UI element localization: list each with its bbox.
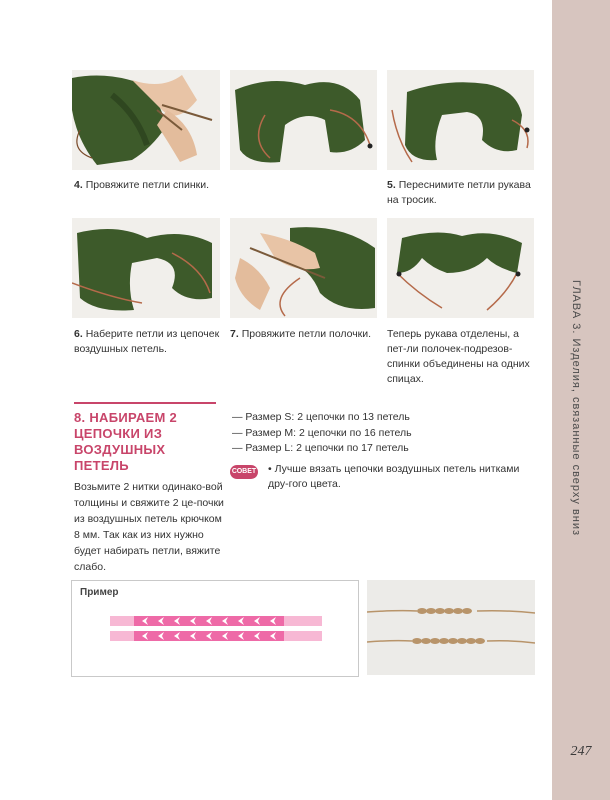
section-body: Возьмите 2 нитки одинако-вой толщины и свяжите 2 це-почки из воздушных петель крючком 8 мм. Так как из них нужно будет набирать петли, вяжите слабо.: [74, 481, 224, 573]
photo-sleeves-separated: [387, 218, 534, 318]
section-divider: [74, 402, 216, 404]
photo-knit-piece-2: [230, 70, 377, 170]
step-caption: 4. Провяжите петли спинки.: [74, 179, 210, 191]
step-caption: Теперь рукава отделены, а пет-ли полочек-подрезов-спинки объединены на одних спицах.: [387, 328, 530, 385]
size-item: — Размер S: 2 цепочки по 13 петель: [232, 411, 410, 423]
example-diagram: [71, 580, 359, 677]
photo-knit-back-stitches: [72, 70, 220, 170]
page-number: 247: [570, 744, 592, 759]
photo-crochet-chains: [367, 580, 535, 675]
step-caption: 6. Наберите петли из цепочек воздушных петель.: [74, 328, 220, 355]
photo-knit-front-stitches: [230, 218, 377, 318]
example-label: Пример: [80, 587, 119, 598]
photo-pick-up-chain-stitches: [72, 218, 220, 318]
chain-stitch-diagram: [72, 581, 358, 676]
size-item: — Размер L: 2 цепочки по 17 петель: [232, 442, 409, 454]
size-list: [232, 410, 412, 457]
chapter-title: ГЛАВА 3. Изделия, связанные сверху вниз: [570, 280, 582, 537]
step-caption: 5. Переснимите петли рукава на тросик.: [387, 179, 531, 206]
photo-sleeve-on-cable: [387, 70, 534, 170]
section-heading: 8. НАБИРАЕМ 2 ЦЕПОЧКИ ИЗ ВОЗДУШНЫХ ПЕТЕЛЬ: [74, 410, 178, 473]
step-caption: 7. Провяжите петли полочки.: [230, 328, 372, 340]
tip-badge: СОВЕТ: [230, 465, 258, 479]
size-item: — Размер M: 2 цепочки по 16 петель: [232, 426, 412, 439]
tip-text: • Лучше вязать цепочки воздушных петель нитками дру-гого цвета.: [268, 463, 520, 490]
